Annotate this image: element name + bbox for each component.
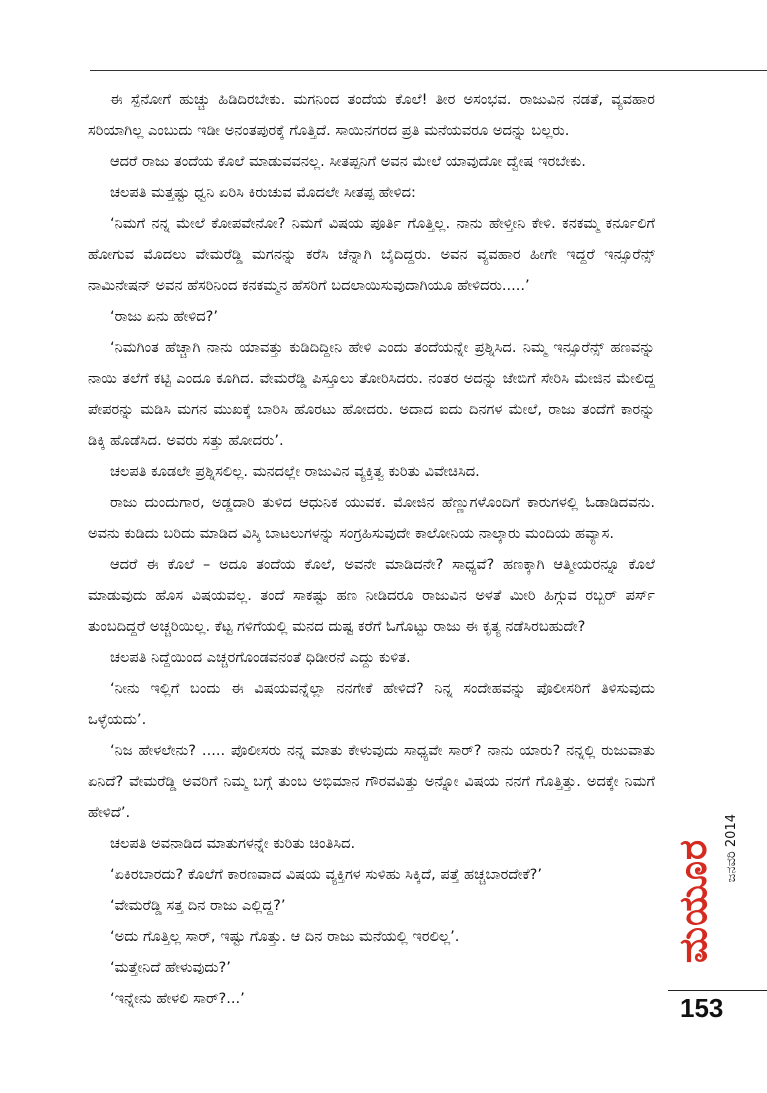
paragraph: ‘ಅದು ಗೊತ್ತಿಲ್ಲ ಸಾರ್, ಇಷ್ಟು ಗೊತ್ತು. ಆ ದಿನ ರಾಜು ಮನೆಯಲ್ಲಿ ಇರಲಿಲ್ಲ’. [110,928,460,945]
paragraph: ಆದರೆ ರಾಜು ತಂದೆಯ ಕೊಲೆ ಮಾಡುವವನಲ್ಲ. ಸೀತಪ್ಪನಿಗೆ ಅವನ ಮೇಲೆ ಯಾವುದೋ ದ್ವೇಷ ಇರಬೇಕು. [110,153,586,170]
top-rule [90,70,767,71]
paragraph: ‘ನೀನು ಇಲ್ಲಿಗೆ ಬಂದು ಈ ವಿಷಯವನ್ನೆಲ್ಲಾ ನನಗೇಕೆ ಹೇಳಿದೆ? ನಿನ್ನ ಸಂದೇಹವನ್ನು ಪೊಲೀಸರಿಗೆ ತಿಳಿಸುವುದು ಒಳ್ಳೆಯದು’. [88,680,655,728]
paragraph: ‘ಮತ್ತೇನಿದೆ ಹೇಳುವುದು?’ [110,959,231,976]
paragraph: ರಾಜು ದುಂದುಗಾರ, ಅಡ್ಡದಾರಿ ತುಳಿದ ಆಧುನಿಕ ಯುವಕ. ಮೋಜಿನ ಹೆಣ್ಣುಗಳೊಂದಿಗೆ ಕಾರುಗಳಲ್ಲಿ ಓಡಾಡಿದವನು. ಅವನು ಕುಡಿದು ಬರಿದು ಮಾಡಿದ ವಿಸ್ಕಿ ಬಾಟಲುಗಳನ್ನು ಸಂಗ್ರಹಿಸುವುದೇ ಕಾಲೋನಿಯ ನಾಲ್ಕಾರು ಮಂದಿಯ ಹವ್ಯಾಸ. [88,494,655,542]
paragraph: ಚಲಪತಿ ಕೂಡಲೇ ಪ್ರಶ್ನಿಸಲಿಲ್ಲ. ಮನದಲ್ಲೇ ರಾಜುವಿನ ವ್ಯಕ್ತಿತ್ವ ಕುರಿತು ವಿವೇಚಿಸಿದ. [110,463,480,480]
paragraph: ‘ನಿಮಗಿಂತ ಹೆಚ್ಚಾಗಿ ನಾನು ಯಾವತ್ತು ಕುಡಿದಿದ್ದೀನಿ ಹೇಳಿ ಎಂದು ತಂದೆಯನ್ನೇ ಪ್ರಶ್ನಿಸಿದ. ನಿಮ್ಮ ಇನ್ಸೂರೆನ್ಸ್ ಹಣವನ್ನು ನಾಯಿ ತಲೆಗೆ ಕಟ್ಟಿ ಎಂದೂ ಕೂಗಿದ. ವೇಮರೆಡ್ಡಿ ಪಿಸ್ತೂಲು ತೋರಿಸಿದರು. ನಂತರ ಅದನ್ನು ಜೇಬಿಗೆ ಸೇರಿಸಿ ಮೇಜಿನ ಮೇಲಿದ್ದ ಪೇಪರನ್ನು ಮಡಿಸಿ ಮಗನ ಮುಖಕ್ಕೆ ಬಾರಿಸಿ ಹೊರಟು ಹೋದರು. ಅದಾದ ಐದು ದಿನಗಳ ಮೇಲೆ, ರಾಜು ತಂದೆಗೆ ಕಾರನ್ನು ಡಿಕ್ಕಿ ಹೊಡೆಸಿದ. ಅವರು ಸತ್ತು ಹೋದರು’. [88,339,655,449]
issue-date [718,786,744,946]
page-number-rule [668,990,767,991]
paragraph: ಚಲಪತಿ ಮತ್ತಷ್ಟು ಧ್ವನಿ ಏರಿಸಿ ಕಿರುಚುವ ಮೊದಲೇ ಸೀತಪ್ಪ ಹೇಳಿದ: [110,184,416,201]
paragraph: ಆದರೆ ಈ ಕೊಲೆ – ಅದೂ ತಂದೆಯ ಕೊಲೆ, ಅವನೇ ಮಾಡಿದನೇ? ಸಾಧ್ಯವೆ? ಹಣಕ್ಕಾಗಿ ಆತ್ಮೀಯರನ್ನೂ ಕೊಲೆ ಮಾಡುವುದು ಹೊಸ ವಿಷಯವಲ್ಲ. ತಂದೆ ಸಾಕಷ್ಟು ಹಣ ನೀಡಿದರೂ ರಾಜುವಿನ ಅಳತೆ ಮೀರಿ ಹಿಗ್ಗುವ ರಬ್ಬರ್ ಪರ್ಸ್ ತುಂಬದಿದ್ದರೆ ಅಚ್ಚರಿಯಿಲ್ಲ. ಕೆಟ್ಟ ಗಳಿಗೆಯಲ್ಲಿ ಮನದ ದುಷ್ಟ ಕರೆಗೆ ಓಗೊಟ್ಟು ರಾಜು ಈ ಕೃತ್ಯ ನಡೆಸಿರಬಹುದೇ? [88,556,655,635]
paragraph: ‘ನಿಜ ಹೇಳಲೇನು? ..... ಪೊಲೀಸರು ನನ್ನ ಮಾತು ಕೇಳುವುದು ಸಾಧ್ಯವೇ ಸಾರ್? ನಾನು ಯಾರು? ನನ್ನಲ್ಲಿ ರುಜುವಾತು ಏನಿದೆ? ವೇಮರೆಡ್ಡಿ ಅವರಿಗೆ ನಿಮ್ಮ ಬಗ್ಗೆ ತುಂಬ ಅಭಿಮಾನ ಗೌರವವಿತ್ತು ಅನ್ನೋ ವಿಷಯ ನನಗೆ ಗೊತ್ತಿತ್ತು. ಅದಕ್ಕೇ ನಿಮಗೆ ಹೇಳಿದೆ’. [88,742,655,821]
magazine-logo [668,838,718,964]
paragraph: ‘ವೇಮರೆಡ್ಡಿ ಸತ್ತ ದಿನ ರಾಜು ಎಲ್ಲಿದ್ದ?’ [110,897,286,914]
paragraph: ‘ಇನ್ನೇನು ಹೇಳಲಿ ಸಾರ್?...’ [110,990,245,1007]
paragraph: ಈ ಸ್ಪೆನೋಗೆ ಹುಚ್ಚು ಹಿಡಿದಿರಬೇಕು. ಮಗನಿಂದ ತಂದೆಯ ಕೊಲೆ! ತೀರ ಅಸಂಭವ. ರಾಜುವಿನ ನಡತೆ, ವ್ಯವಹಾರ ಸರಿಯಾಗಿಲ್ಲ ಎಂಬುದು ಇಡೀ ಅನಂತಪುರಕ್ಕೆ ಗೊತ್ತಿದೆ. ಸಾಯಿನಗರದ ಪ್ರತಿ ಮನೆಯವರೂ ಅದನ್ನು ಬಲ್ಲರು. [88,91,655,139]
issue-date-text: ಜನವರಿ 2014 [723,814,739,883]
paragraph: ‘ಏಕಿರಬಾರದು? ಕೊಲೆಗೆ ಕಾರಣವಾದ ವಿಷಯ ವ್ಯಕ್ತಿಗಳ ಸುಳಿಹು ಸಿಕ್ಕಿದೆ, ಪತ್ತೆ ಹಚ್ಚಬಾರದೇಕೆ?’ [110,866,543,883]
page-number: 153 [680,993,724,1023]
paragraph: ಚಲಪತಿ ನಿದ್ದೆಯಿಂದ ಎಚ್ಚರಗೊಂಡವನಂತೆ ಧಿಡೀರನೆ ಎದ್ದು ಕುಳಿತ. [110,649,411,666]
article-body [88,84,655,1014]
paragraph: ‘ನಿಮಗೆ ನನ್ನ ಮೇಲೆ ಕೋಪವೇನೋ? ನಿಮಗೆ ವಿಷಯ ಪೂರ್ತಿ ಗೊತ್ತಿಲ್ಲ. ನಾನು ಹೇಳ್ತೀನಿ ಕೇಳಿ. ಕನಕಮ್ಮ ಕರ್ನೂಲಿಗೆ ಹೋಗುವ ಮೊದಲು ವೇಮರೆಡ್ಡಿ ಮಗನನ್ನು ಕರೆಸಿ ಚೆನ್ನಾಗಿ ಬೈದಿದ್ದರು. ಅವನ ವ್ಯವಹಾರ ಹೀಗೇ ಇದ್ದರೆ ಇನ್ಸೂರೆನ್ಸ್ ನಾಮಿನೇಷನ್ ಅವನ ಹೆಸರಿನಿಂದ ಕನಕಮ್ಮನ ಹೆಸರಿಗೆ ಬದಲಾಯಿಸುವುದಾಗಿಯೂ ಹೇಳಿದರು.....’ [88,215,655,294]
paragraph: ಚಲಪತಿ ಅವನಾಡಿದ ಮಾತುಗಳನ್ನೇ ಕುರಿತು ಚಿಂತಿಸಿದ. [110,835,356,852]
magazine-sidebar [668,786,758,1006]
paragraph: ‘ರಾಜು ಏನು ಹೇಳಿದ?’ [110,308,219,325]
magazine-name: ಮಯೂರ [671,838,715,964]
